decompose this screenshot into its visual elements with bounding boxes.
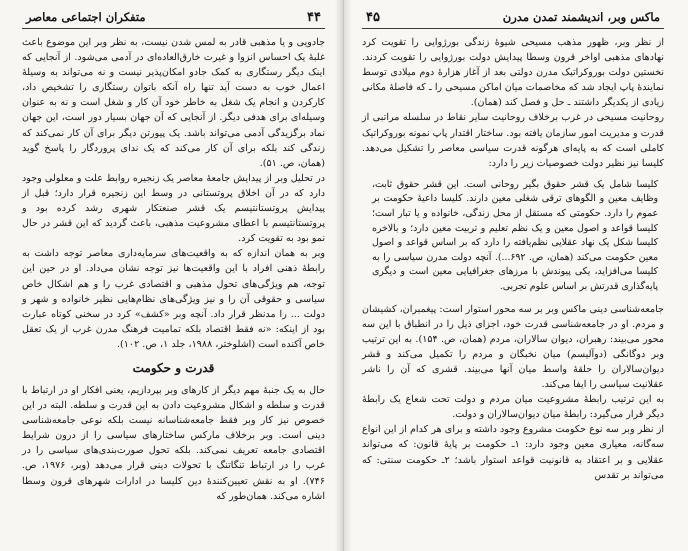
right-page-number: ۴۵ bbox=[366, 10, 380, 25]
section-title: قدرت و حکومت bbox=[132, 360, 215, 375]
left-paragraph: وبر به همان اندازه که به واقعیت‌های سرمایه‌داری معاصر توجه داشت به رابطهٔ ذهنی افراد با این واقعیت‌ها نیز توجه نشان می‌داد. او در حین این توجه، هم ویژگی‌های تحول مذهبی و اقتصادی غرب را و هم اشکال خاص سیاسی و حقوقی آن را و نیز ویژگی‌های نظام‌هایی نظیر خانواده و شهر و دولت ... را مدنظر قرار داد. آنچه وبر «کشف» کرد در سخنی کوتاه عبارت بود از اینکه: «نه فقط اقتصاد بلکه تمامیت فرهنگ مدرن غرب از یک تعقل خاص آکنده است (اشلوختر، ۱۹۸۸، جلد ۱، ص. ۱۰۲). bbox=[22, 248, 325, 350]
left-paragraph: حال به یک جنبهٔ مهم دیگر از کارهای وبر بپردازیم، یعنی افکار او در ارتباط با قدرت و سلطه و اشکال مشروعیت دادن به این قدرت و سلطه. البته در این خصوص نیز کار وبر فقط جامعه‌شناسانه نیست بلکه نوعی جامعه‌شناسی دینی است. وبر برخلاف مارکس ساختارهای سیاسی را از درون شرایط اقتصادی جامعه تعریف نمی‌کند. بلکه تحول صورت‌بندی‌های سیاسی را در غرب را در ارتباط تنگاتنگ با تحولات دینی قرار می‌دهد (وبر، ۱۹۷۶، ص. ۷۴۶). او به نقش تعیین‌کنندهٔ دین کلیسا در ادارات شهرهای قرون وسطا اشاره می‌کند. همان‌طور که bbox=[22, 384, 325, 502]
gutter-shadow bbox=[344, 0, 352, 551]
right-page bbox=[344, 0, 688, 551]
left-page-number: ۴۴ bbox=[307, 10, 321, 25]
right-page-header bbox=[362, 10, 664, 29]
right-paragraph: جامعه‌شناسی دینی ماکس وبر بر سه محور استوار است: پیغمبران، کشیشان و مردم. او در جامعه‌شناسی قدرت خود، اجزای ذیل را در انطباق با این سه محور می‌بیند: رهبران، دیوان سالاران، مردم (همان، ص. ۱۵۴). به این ترتیب وبر دوگانگی (دوآلیسم) میان نخبگان و مردم را تکمیل می‌کند و قشر دیوان‌سالاران را حلقهٔ واسط میان آنها می‌بیند. قشری که آن را ناشر عقلانیت سیاسی را ایفا می‌کند. bbox=[361, 303, 665, 391]
left-body-text-after bbox=[22, 383, 325, 504]
left-running-title: متفکران اجتماعی معاصر bbox=[26, 10, 146, 24]
right-paragraph: به این ترتیب رابطهٔ مشروعیت میان مردم و دولت تحت شعاع یک رابطهٔ دیگر قرار می‌گیرد: رابطهٔ میان دیوان‌سالاران و دولت. bbox=[362, 394, 664, 421]
right-body-text bbox=[362, 35, 664, 171]
right-paragraph: روحانیت مسیحی در غرب برخلاف روحانیت سایر نقاط در سلسله مراتبی از قدرت و مدیریت امور سازمان یافته بود. ساختار اقتدار پاپ نمونه بوروکراتیک کاملی است که به پایه‌ای هرگونه قدرت سیاسی معاصر را تشکیل می‌دهد. کلیسا نیز نظیر دولت خصوصیات زیر را دارد: bbox=[362, 112, 664, 169]
quote-paragraph: کلیسا شامل یک قشر حقوق بگیر روحانی است. این قشر حقوق ثابت، وظایف معین و الگوهای ترقی شغلی معین دارند. کلیسا داعیهٔ حکومت بر عموم را دارد. حکومتی که مستقل از محل زندگی، خانواده و یا تبار است؛ کلیسا قواعد و اصول معین و یک نظم تعلیم و تربیت معین دارد؛ و بالاخره کلیسا شکل یک نهاد عقلایی نظم‌یافته را دارد که بر اساس قواعد و اصول معین حکومت می‌کند (همان، ص. ۶۹۲...). آنچه دولت مدرن سیاسی را به کلیسا می‌افزاید، یکی پیوندش با مرزهای جغرافیایی معین است و دیگری پایه‌گذاری قدرتش بر اساس علوم تجربی. bbox=[372, 178, 658, 292]
left-paragraph: جادویی و یا مذهبی قادر به لمس شدن نیست، به نظر وبر این موضوع باعث غلبهٔ یک احساس انزوا و غیرت خارق‌العاده‌ای در آدمی می‌شود. از آنجایی که اینک دیگر رستگاری به کمک جادو امکان‌پذیر نیست و نه می‌تواند به وسیلهٔ اعمال خوب به دست آید تنها راه آنکه با‌توان رستگاری را تشخیص داد، کارکردن و انجام یک شغل به خاطر خود آن کار و شغل است و نه به عنوان وسیله‌ای برای هدفی دیگر. از آنجایی که آن جهان بسیار دور است، این جهان نماد برگزیدگی آدمی می‌تواند باشد. یک پیورتن دیگر برای آن کار نمی‌کند که زندگی کند بلکه برای آن کار می‌کند که یک ندای پروردگار را پاسخ گوید (همان، ص. ۵۱). bbox=[22, 37, 325, 169]
left-body-text bbox=[22, 35, 325, 352]
right-running-title: ماکس وبر، اندیشمند تمدن مدرن bbox=[502, 10, 660, 24]
left-paragraph: در تحلیل وبر از پیدایش جامعهٔ معاصر یک زنجیره روابط علت و معلولی وجود دارد که در آن اخلاق پروتستانی در وسط این زنجیره قرار دارد؛ قبل از پیدایش پروتستانتیسم یک قشر صنعتکار شهری رشد کرده بود و پروتستانتیسم با اعطای مشروعیت مذهبی، باعث گردید که این قشر در حال نمو بود به تقویت کرد. bbox=[22, 172, 325, 245]
gutter-shadow bbox=[335, 0, 343, 551]
right-paragraph: از نظر وبر سه نوع حکومت مشروع وجود داشته و برای هر کدام از این انواع سه‌گانه، معیاری معین وجود دارد: ۱ـ حکومت بر پایهٔ قانون: که می‌تواند عقلایی و بر اعتقاد به قانونیت قواعد استوار باشد؛ ۲ـ حکومت سنتی: که می‌تواند بر تقدس bbox=[362, 424, 665, 481]
right-paragraph: از نظر وبر، ظهور مذهب مسیحی شیوهٔ زندگی بورژوایی را تقویت کرد نهادهای مذهبی اواخر قرون وسطا پیدایش دولت بورژوایی را تقویت کردند. نخستین دولت بوروکراتیک مدرن دولتی بعد از آغاز هزارهٔ دوم میلادی توسط نمایندهٔ پاپ ایجاد شد که مخاصمات میان اماکن مسیحی را ـ که فاصلهٔ مکانی زیادی از یکدیگر داشتند ـ حل و فصل کند (همان). bbox=[362, 37, 664, 109]
left-page-header bbox=[22, 10, 325, 29]
right-body-text-after bbox=[362, 302, 664, 483]
block-quote bbox=[372, 178, 658, 295]
